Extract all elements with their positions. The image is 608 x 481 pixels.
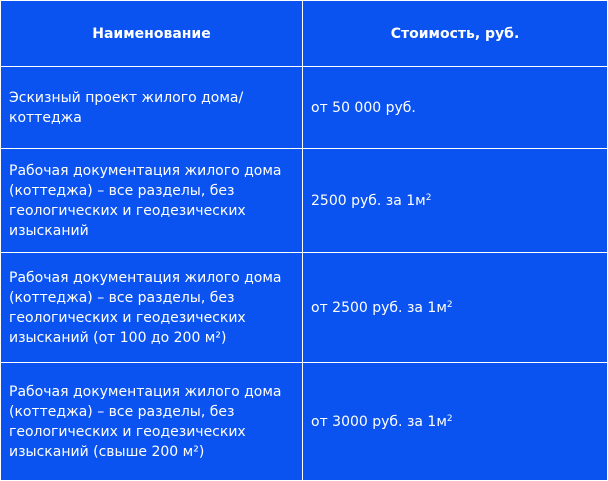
service-price — [303, 363, 608, 481]
service-name: Рабочая документация жилого дома (коттеджа) – все разделы, без геологических и геодезических изысканий (от 100 до 200 м²) — [1, 253, 303, 363]
service-name: Рабочая документация жилого дома (коттеджа) – все разделы, без геологических и геодезических изысканий — [1, 149, 303, 253]
price-text: от 3000 руб. за 1м — [311, 413, 447, 430]
service-name: Эскизный проект жилого дома/коттеджа — [1, 67, 303, 149]
table-header-row — [1, 1, 608, 67]
header-name: Наименование — [1, 1, 303, 67]
price-text: 2500 руб. за 1м — [311, 192, 426, 209]
price-unit: 2 — [446, 413, 453, 424]
service-price — [303, 253, 608, 363]
price-text: от 50 000 руб. — [311, 99, 416, 116]
table-row — [1, 67, 608, 149]
service-name: Рабочая документация жилого дома (коттеджа) – все разделы, без геологических и геодезических изысканий (свыше 200 м²) — [1, 363, 303, 481]
header-price: Стоимость, руб. — [303, 1, 608, 67]
service-price — [303, 149, 608, 253]
table-row — [1, 149, 608, 253]
table-row — [1, 253, 608, 363]
price-text: от 2500 руб. за 1м — [311, 299, 447, 316]
service-price — [303, 67, 608, 149]
table-row — [1, 363, 608, 481]
price-unit: 2 — [446, 299, 453, 310]
price-unit: 2 — [425, 192, 432, 203]
